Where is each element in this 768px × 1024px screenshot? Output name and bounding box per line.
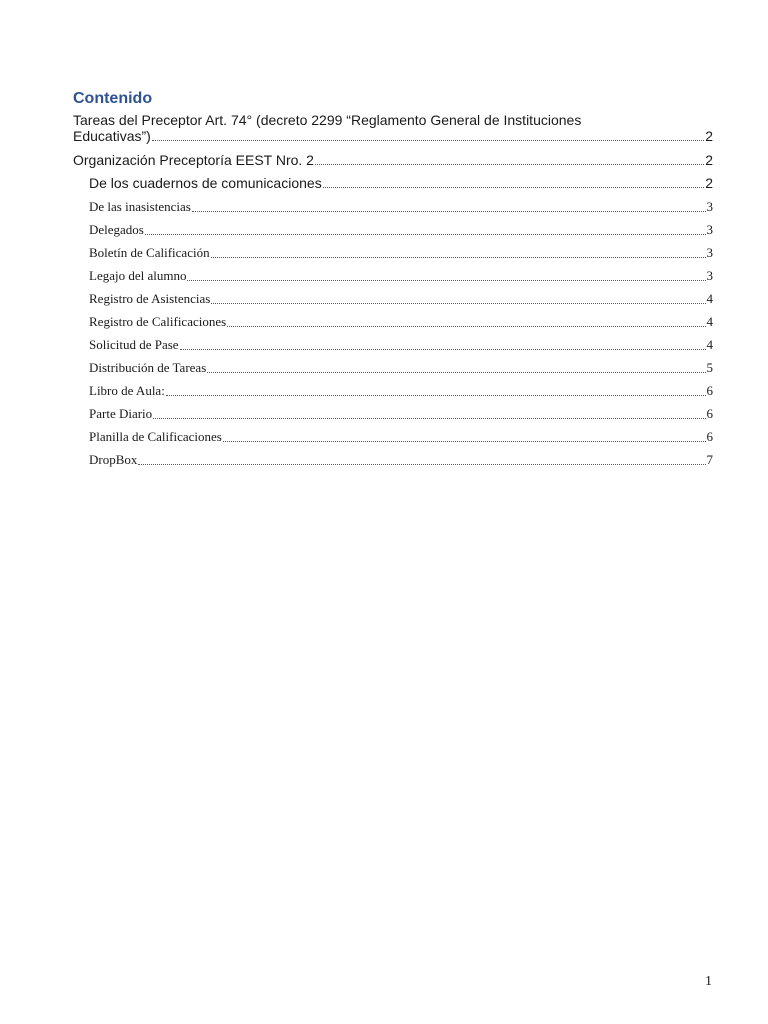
toc-entry[interactable] (73, 245, 713, 261)
toc-entry[interactable] (73, 383, 713, 399)
toc-entry-title: Educativas”) (73, 128, 151, 144)
toc-entry[interactable] (73, 268, 713, 284)
toc-entry-page: 4 (706, 314, 713, 329)
toc-entry-title: Parte Diario (89, 406, 153, 421)
toc-entry-page: 6 (706, 383, 713, 398)
dot-leader (153, 418, 705, 419)
toc-entry-page: 2 (705, 152, 713, 168)
dot-leader (152, 140, 704, 141)
toc-entry-title: Delegados (89, 222, 144, 237)
dot-leader (211, 303, 705, 304)
dot-leader (211, 257, 706, 258)
toc-entry-page: 2 (705, 175, 713, 191)
toc-entry[interactable] (73, 314, 713, 330)
toc-entry-title: Registro de Calificaciones (89, 314, 227, 329)
toc-entry[interactable] (73, 112, 713, 144)
toc-entry[interactable] (73, 291, 713, 307)
toc-entry-title-line1: Tareas del Preceptor Art. 74° (decreto 2299 “Reglamento General de Instituciones (73, 112, 582, 128)
toc-entry-page: 6 (706, 429, 713, 444)
toc-entry-title: Registro de Asistencias (89, 291, 211, 306)
toc-entry[interactable] (73, 222, 713, 238)
toc-entry[interactable] (73, 175, 713, 191)
toc-entry-title: Planilla de Calificaciones (89, 429, 222, 444)
dot-leader (166, 395, 706, 396)
dot-leader (223, 441, 706, 442)
toc-entry[interactable] (73, 452, 713, 468)
toc-entry-page: 3 (706, 222, 713, 237)
page-number: 1 (705, 974, 712, 989)
toc-entry-title: Libro de Aula: (89, 383, 165, 398)
toc-entry-title: Solicitud de Pase (89, 337, 179, 352)
toc-entry-page: 5 (706, 360, 713, 375)
toc-entry-page: 2 (705, 128, 713, 144)
toc-entry-title: DropBox (89, 452, 138, 467)
toc-entry-page: 6 (706, 406, 713, 421)
toc-entry-title: Distribución de Tareas (89, 360, 207, 375)
toc-entry[interactable] (73, 360, 713, 376)
toc-entry[interactable] (73, 199, 713, 215)
toc-entry[interactable] (73, 337, 713, 353)
toc-entry-title: De los cuadernos de comunicaciones (89, 175, 322, 191)
toc-entry-page: 3 (706, 268, 713, 283)
toc-heading: Contenido (73, 90, 153, 107)
dot-leader (323, 187, 705, 188)
toc-entry-page: 4 (706, 337, 713, 352)
toc-entry-title: De las inasistencias (89, 199, 191, 214)
toc-entry[interactable] (73, 152, 713, 168)
dot-leader (227, 326, 705, 327)
dot-leader (180, 349, 706, 350)
dot-leader (145, 234, 706, 235)
toc-entry[interactable] (73, 429, 713, 445)
toc-entry-title: Legajo del alumno (89, 268, 187, 283)
dot-leader (315, 164, 704, 165)
toc-entry-page: 7 (706, 452, 713, 467)
toc-entry-page: 4 (706, 291, 713, 306)
toc-entry-title: Organización Preceptoría EEST Nro. 2 (73, 152, 314, 168)
dot-leader (207, 372, 705, 373)
toc-entry[interactable] (73, 406, 713, 422)
dot-leader (138, 464, 705, 465)
dot-leader (187, 280, 705, 281)
toc-entry-page: 3 (706, 199, 713, 214)
dot-leader (192, 211, 706, 212)
toc-entry-page: 3 (706, 245, 713, 260)
toc-entry-title: Boletín de Calificación (89, 245, 210, 260)
